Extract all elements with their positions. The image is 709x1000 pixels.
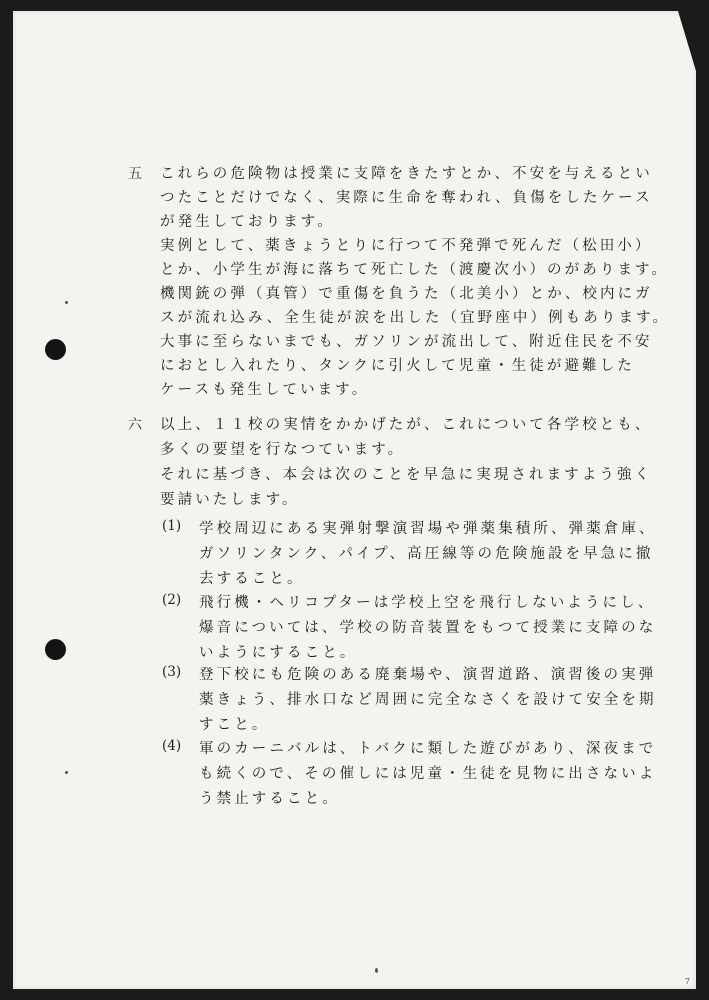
item-marker: (4) — [162, 738, 182, 754]
text-line: 機関銃の弾（真管）で重傷を負うた（北美小）とか、校内にガ — [160, 286, 653, 302]
document-page — [13, 11, 696, 989]
item-marker: (2) — [162, 592, 182, 608]
paper-speck — [375, 968, 378, 973]
text-line: スが流れ込み、全生徒が涙を出した（宜野座中）例もあります。 — [160, 310, 671, 326]
punch-hole-bottom — [45, 639, 66, 660]
text-line: が発生しております。 — [160, 214, 335, 230]
text-line: 爆音については、学校の防音装置をもつて授業に支障のな — [199, 620, 657, 636]
page-number: 7 — [684, 977, 690, 986]
text-line: う禁止すること。 — [199, 791, 340, 807]
text-line: 以上、１１校の実情をかかげたが、これについて各学校とも、 — [160, 417, 653, 433]
text-line: ガソリンタンク、パイプ、高圧線等の危険施設を早急に撤 — [199, 546, 654, 562]
text-line: におとし入れたり、タンクに引火して児童・生徒が避難した — [160, 358, 635, 374]
text-line: 大事に至らないまでも、ガソリンが流出して、附近住民を不安 — [160, 334, 653, 350]
punch-hole-top — [45, 339, 66, 360]
text-line: とか、小学生が海に落ちて死亡した（渡慶次小）のがあります。 — [160, 262, 670, 278]
text-line: 去すること。 — [199, 571, 305, 587]
section-marker: 五 — [128, 166, 142, 182]
paper-speck — [65, 771, 68, 774]
item-marker: (3) — [162, 664, 182, 680]
text-line: すこと。 — [199, 717, 270, 733]
text-line: 飛行機・ヘリコプターは学校上空を飛行しないようにし、 — [199, 595, 656, 611]
text-line: 学校周辺にある実弾射撃演習場や弾薬集積所、弾薬倉庫、 — [199, 521, 657, 537]
item-marker: (1) — [162, 518, 182, 534]
text-line: いようにすること。 — [199, 645, 358, 661]
text-line: も続くので、その催しには児童・生徒を見物に出さないよ — [199, 766, 657, 782]
text-line: つたことだけでなく、実際に生命を奪われ、負傷をしたケース — [160, 190, 653, 206]
paper-speck — [65, 301, 68, 304]
text-line: それに基づき、本会は次のことを早急に実現されますよう強く — [160, 467, 653, 483]
text-line: 登下校にも危険のある廃棄場や、演習道路、演習後の実弾 — [199, 667, 657, 683]
text-line: 実例として、薬きょうとりに行つて不発弾で死んだ（松田小） — [160, 238, 653, 254]
text-line: これらの危険物は授業に支障をきたすとか、不安を与えるとい — [160, 166, 653, 182]
folded-corner — [678, 11, 696, 71]
text-line: ケースも発生しています。 — [160, 382, 370, 398]
text-line: 軍のカーニバルは、トバクに類した遊びがあり、深夜まで — [199, 741, 657, 757]
text-line: 要請いたします。 — [160, 492, 300, 508]
section-marker: 六 — [128, 417, 142, 433]
text-line: 多くの要望を行なつています。 — [160, 442, 406, 458]
text-line: 薬きょう、排水口など周囲に完全なさくを設けて安全を期 — [199, 692, 657, 708]
